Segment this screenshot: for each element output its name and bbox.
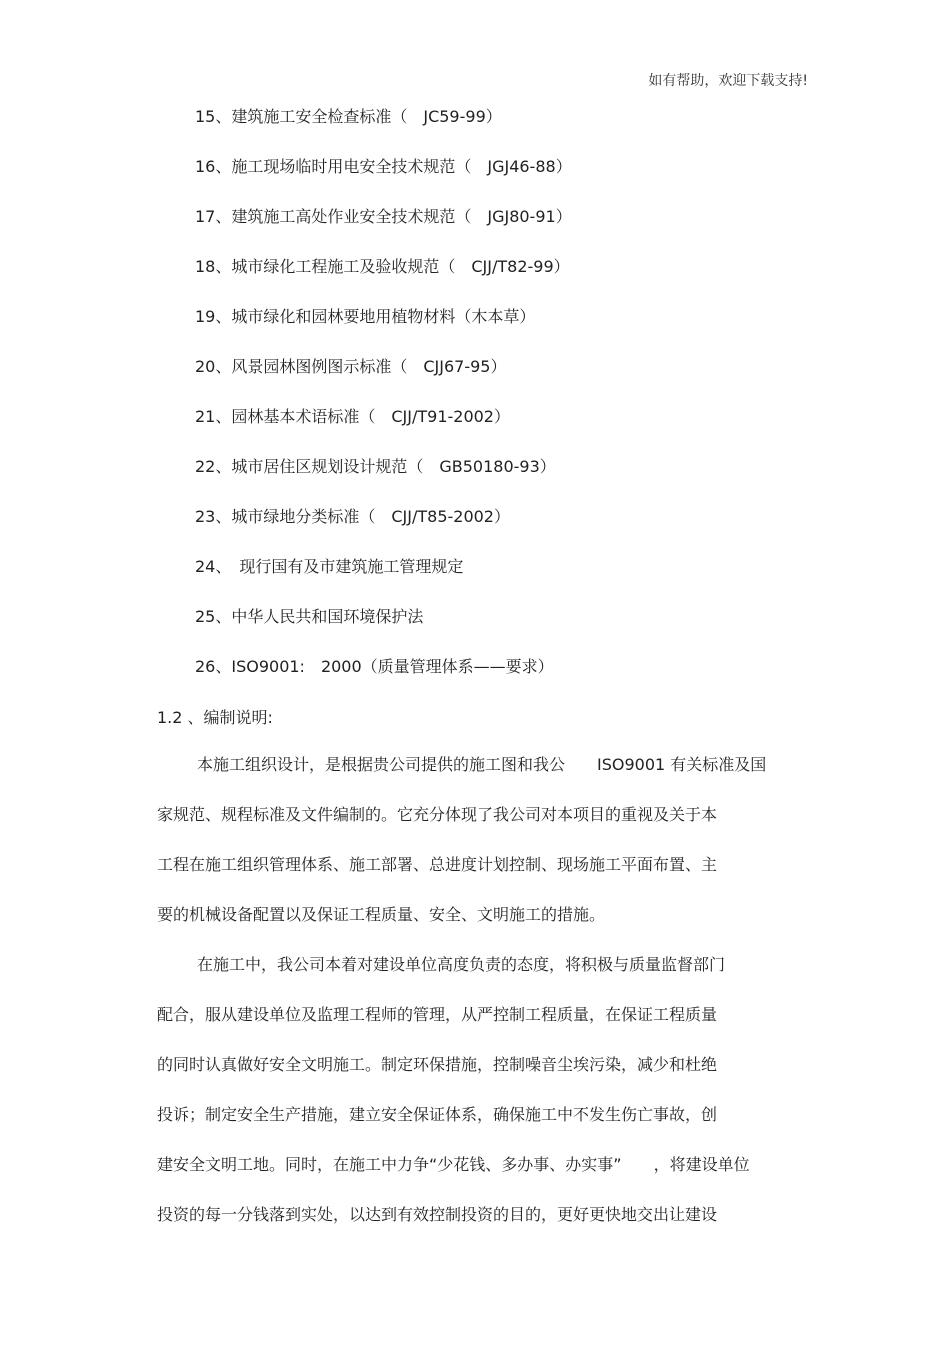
paragraph-line: 工程在施工组织管理体系、施工部署、总进度计划控制、现场施工平面布置、主: [157, 855, 718, 874]
paragraph-line: 建安全文明工地。同时，在施工中力争“少花钱、多办事、办实事” ，将建设单位: [157, 1155, 750, 1174]
header-note: 如有帮助，欢迎下载支持!: [648, 73, 808, 89]
paragraph-line: 配合，服从建设单位及监理工程师的管理，从严控制工程质量，在保证工程质量: [157, 1005, 718, 1024]
paragraph-preparation-notes: [157, 750, 837, 950]
reference-item-18: 18、城市绿化工程施工及验收规范（ CJJ/T82-99）: [195, 257, 570, 276]
paragraph-line: 在施工中，我公司本着对建设单位高度负责的态度，将积极与质量监督部门: [197, 955, 726, 974]
paragraph-construction-commitment: [157, 950, 837, 1250]
reference-item-23: 23、城市绿地分类标准（ CJJ/T85-2002）: [195, 507, 510, 526]
reference-item-25: 25、中华人民共和国环境保护法: [195, 607, 424, 626]
reference-item-15: 15、建筑施工安全检查标准（ JC59-99）: [195, 107, 502, 126]
reference-item-20: 20、风景园林图例图示标准（ CJJ67-95）: [195, 357, 507, 376]
reference-item-21: 21、园林基本术语标准（ CJJ/T91-2002）: [195, 407, 510, 426]
paragraph-line: 投诉；制定安全生产措施，建立安全保证体系，确保施工中不发生伤亡事故，创: [157, 1105, 718, 1124]
paragraph-line: 本施工组织设计，是根据贵公司提供的施工图和我公 ISO9001 有关标准及国: [197, 755, 767, 774]
paragraph-line: 家规范、规程标准及文件编制的。它充分体现了我公司对本项目的重视及关于本: [157, 805, 718, 824]
paragraph-line: 投资的每一分钱落到实处，以达到有效控制投资的目的，更好更快地交出让建设: [157, 1205, 718, 1224]
reference-item-22: 22、城市居住区规划设计规范（ GB50180-93）: [195, 457, 556, 476]
reference-standards-list: [195, 103, 572, 703]
section-heading: 1.2 、编制说明:: [157, 708, 273, 727]
paragraph-line: 要的机械设备配置以及保证工程质量、安全、文明施工的措施。: [157, 905, 606, 924]
paragraph-line: 的同时认真做好安全文明施工。制定环保措施，控制噪音尘埃污染，减少和杜绝: [157, 1055, 718, 1074]
reference-item-26: 26、ISO9001: 2000（质量管理体系——要求）: [195, 657, 554, 676]
reference-item-17: 17、建筑施工高处作业安全技术规范（ JGJ80-91）: [195, 207, 572, 226]
reference-item-16: 16、施工现场临时用电安全技术规范（ JGJ46-88）: [195, 157, 572, 176]
reference-item-24: 24、 现行国有及市建筑施工管理规定: [195, 557, 464, 576]
reference-item-19: 19、城市绿化和园林要地用植物材料（木本草）: [195, 307, 536, 326]
section-body: [157, 750, 837, 1250]
